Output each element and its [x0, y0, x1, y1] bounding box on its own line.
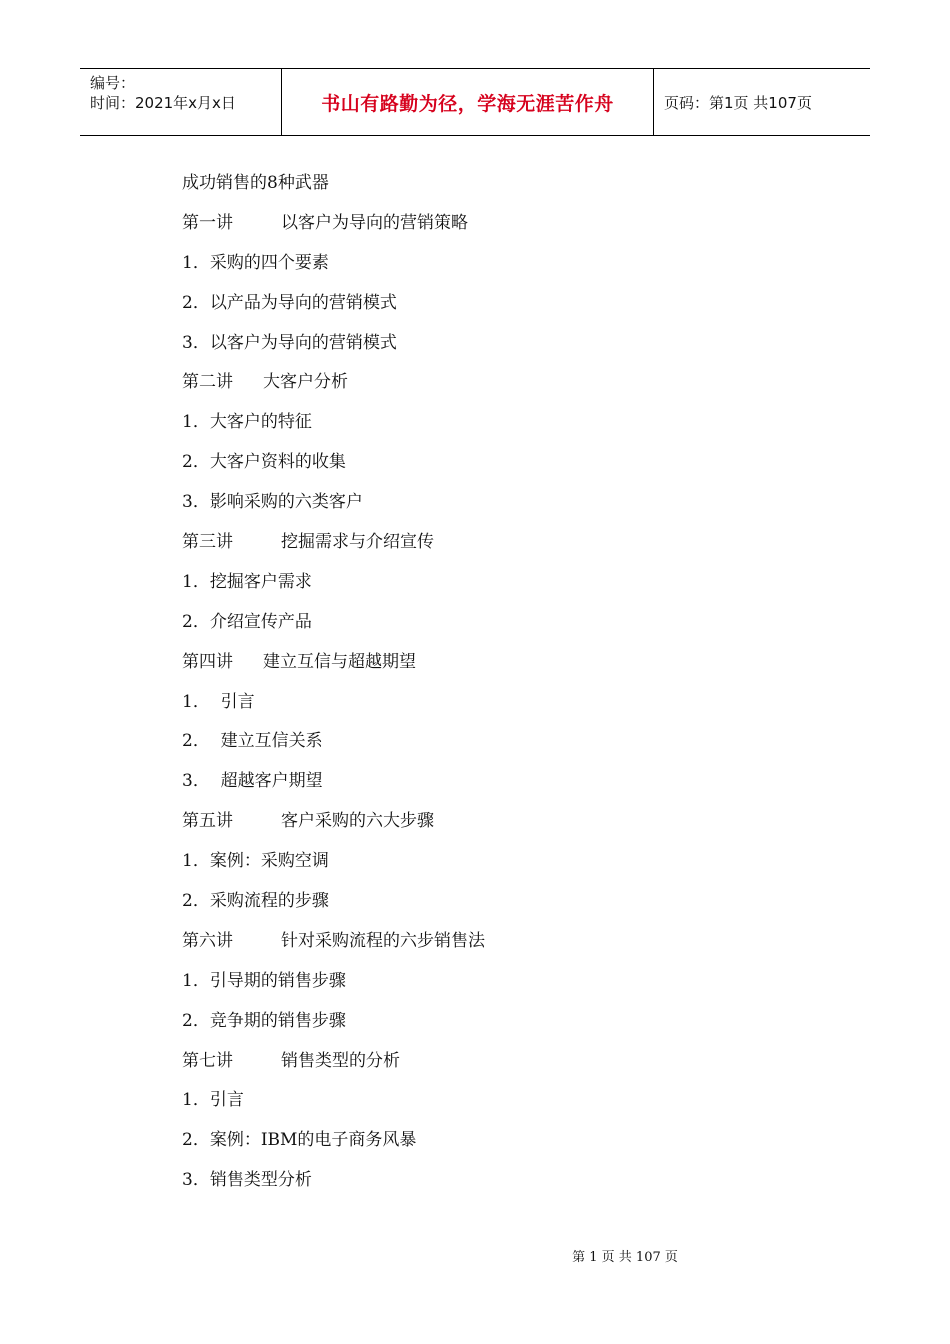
lecture-heading [182, 804, 485, 844]
lecture-heading [182, 924, 485, 964]
page-header [80, 68, 870, 136]
outline-item: 1．引言 [182, 1090, 244, 1111]
outline-item: 3．销售类型分析 [182, 1170, 312, 1191]
lecture-number: 第二讲 [182, 372, 233, 393]
outline-item: 1．挖掘客户需求 [182, 571, 312, 592]
outline-item: 1．大客户的特征 [182, 412, 312, 433]
outline-item: 1．引导期的销售步骤 [182, 970, 346, 991]
lecture-title: 大客户分析 [263, 372, 348, 393]
lecture-number: 第六讲 [182, 930, 233, 951]
lecture-number: 第三讲 [182, 532, 233, 553]
lecture-heading [182, 645, 485, 685]
outline-item: 2．案例：IBM的电子商务风暴 [182, 1130, 417, 1151]
outline-item: 3． 超越客户期望 [182, 771, 323, 792]
outline-item: 2．以产品为导向的营销模式 [182, 292, 397, 313]
lecture-number: 第一讲 [182, 212, 233, 233]
lecture-heading [182, 365, 485, 405]
outline-item: 2．介绍宣传产品 [182, 611, 312, 632]
lecture-title: 挖掘需求与介绍宣传 [281, 532, 434, 553]
document-body [182, 166, 485, 1203]
lecture-title: 销售类型的分析 [281, 1050, 400, 1071]
header-motto-cell [282, 69, 654, 135]
lecture-heading [182, 206, 485, 246]
page-footer [0, 1246, 950, 1265]
outline-item: 2．竞争期的销售步骤 [182, 1010, 346, 1031]
outline-item: 1．案例：采购空调 [182, 851, 329, 872]
header-motto: 书山有路勤为径，学海无涯苦作舟 [321, 92, 614, 115]
header-page-info: 页码：第1页 共107页 [664, 93, 812, 112]
document-number-label: 编号： [90, 74, 136, 92]
outline-item: 2．采购流程的步骤 [182, 891, 329, 912]
outline-item: 2． 建立互信关系 [182, 731, 323, 752]
outline-item: 2．大客户资料的收集 [182, 452, 346, 473]
lecture-title: 以客户为导向的营销策略 [281, 212, 468, 233]
document-title: 成功销售的8种武器 [182, 173, 329, 193]
header-page-cell [654, 69, 870, 135]
outline-list [182, 206, 485, 1203]
header-meta-cell [80, 69, 282, 135]
lecture-title: 针对采购流程的六步销售法 [281, 930, 485, 951]
outline-item: 1．采购的四个要素 [182, 252, 329, 273]
lecture-title: 建立互信与超越期望 [263, 651, 416, 672]
outline-item: 1． 引言 [182, 691, 255, 712]
lecture-heading [182, 525, 485, 565]
outline-item: 3．影响采购的六类客户 [182, 492, 363, 513]
lecture-number: 第四讲 [182, 651, 233, 672]
footer-page-number: 第 1 页 共 107 页 [572, 1250, 678, 1265]
lecture-number: 第五讲 [182, 811, 233, 832]
outline-item: 3．以客户为导向的营销模式 [182, 332, 397, 353]
lecture-title: 客户采购的六大步骤 [281, 811, 434, 832]
lecture-heading [182, 1044, 485, 1084]
lecture-number: 第七讲 [182, 1050, 233, 1071]
document-date: 时间：2021年x月x日 [90, 94, 236, 112]
